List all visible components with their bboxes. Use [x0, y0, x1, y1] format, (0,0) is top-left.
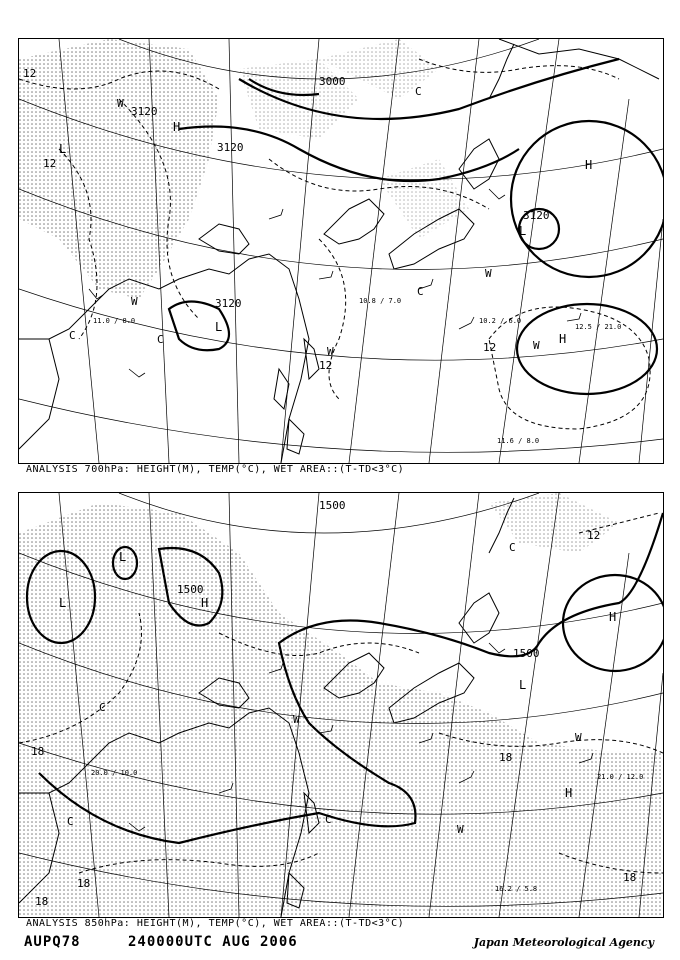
warm-label: W: [485, 267, 492, 280]
isotherm-label: 18: [31, 745, 45, 758]
station-value: 11.0 / 8.0: [93, 317, 136, 325]
station-value: 12.5 / 21.0: [575, 323, 622, 331]
wet-area: [19, 503, 663, 917]
chart-850hpa: [18, 492, 664, 918]
caption-700hpa: ANALYSIS 700hPa: HEIGHT(M), TEMP(°C), WET AREA::(T-TD<3°C): [26, 464, 405, 475]
warm-label: W: [575, 731, 582, 744]
warm-label: W: [457, 823, 464, 836]
isotherm-label: 18: [35, 895, 49, 908]
warm-label: W: [533, 339, 540, 352]
cold-label: C: [325, 813, 332, 826]
cold-label: C: [69, 329, 76, 342]
isotherm-label: 12: [587, 529, 601, 542]
height-label: 3000: [319, 75, 346, 88]
pressure-center-high: H: [585, 158, 593, 172]
cold-label: C: [99, 701, 106, 714]
warm-label: W: [117, 97, 124, 110]
cold-label: C: [67, 815, 74, 828]
chart-700hpa: [18, 38, 664, 464]
isotherm-label: 18: [623, 871, 637, 884]
height-label: 3120: [215, 297, 242, 310]
station-value: 10.2 / 6.0: [479, 317, 522, 325]
pressure-center-high: H: [559, 332, 567, 346]
station-value: 16.2 / 5.8: [495, 885, 538, 893]
analysis-datetime: 240000UTC AUG 2006: [128, 934, 298, 950]
map-700hpa: [19, 39, 663, 463]
bulletin-code: AUPQ78: [24, 934, 81, 950]
agency-name: Japan Meteorological Agency: [473, 936, 654, 949]
cold-label: C: [415, 85, 422, 98]
station-value: 11.6 / 8.0: [497, 437, 540, 445]
pressure-center-low: L: [215, 320, 223, 334]
station-value: 20.0 / 10.0: [91, 769, 138, 777]
isotherm-label: 12: [43, 157, 57, 170]
warm-label: W: [131, 295, 138, 308]
pressure-center-low: L: [519, 224, 527, 238]
isotherm-label: 12: [23, 67, 37, 80]
station-value: 10.8 / 7.0: [359, 297, 402, 305]
map-850hpa: [19, 493, 663, 917]
pressure-center-high: H: [173, 120, 181, 134]
warm-label: W: [293, 713, 300, 726]
cold-label: C: [509, 541, 516, 554]
pressure-center-high: H: [609, 610, 617, 624]
cold-label: C: [417, 285, 424, 298]
height-label: 1500: [177, 583, 204, 596]
isotherm-label: 12: [319, 359, 333, 372]
height-label: 1500: [513, 647, 540, 660]
pressure-center-low: L: [519, 678, 527, 692]
pressure-center-low: L: [59, 142, 67, 156]
cold-label: C: [157, 333, 164, 346]
height-label: 3120: [217, 141, 244, 154]
wet-area: [379, 159, 469, 239]
height-label: 3120: [523, 209, 550, 222]
pressure-center-high: H: [201, 596, 209, 610]
pressure-center-high: H: [565, 786, 573, 800]
isotherm-label: 12: [483, 341, 497, 354]
station-value: 21.0 / 12.0: [597, 773, 644, 781]
pressure-center-low: L: [59, 596, 67, 610]
wet-area: [239, 59, 359, 139]
isotherm-label: 18: [77, 877, 91, 890]
height-label: 3120: [131, 105, 158, 118]
isotherm-label: 18: [499, 751, 513, 764]
caption-850hpa: ANALYSIS 850hPa: HEIGHT(M), TEMP(°C), WET AREA::(T-TD<3°C): [26, 918, 405, 929]
pressure-center-low: L: [119, 550, 127, 564]
warm-label: W: [327, 345, 334, 358]
height-label: 1500: [319, 499, 346, 512]
